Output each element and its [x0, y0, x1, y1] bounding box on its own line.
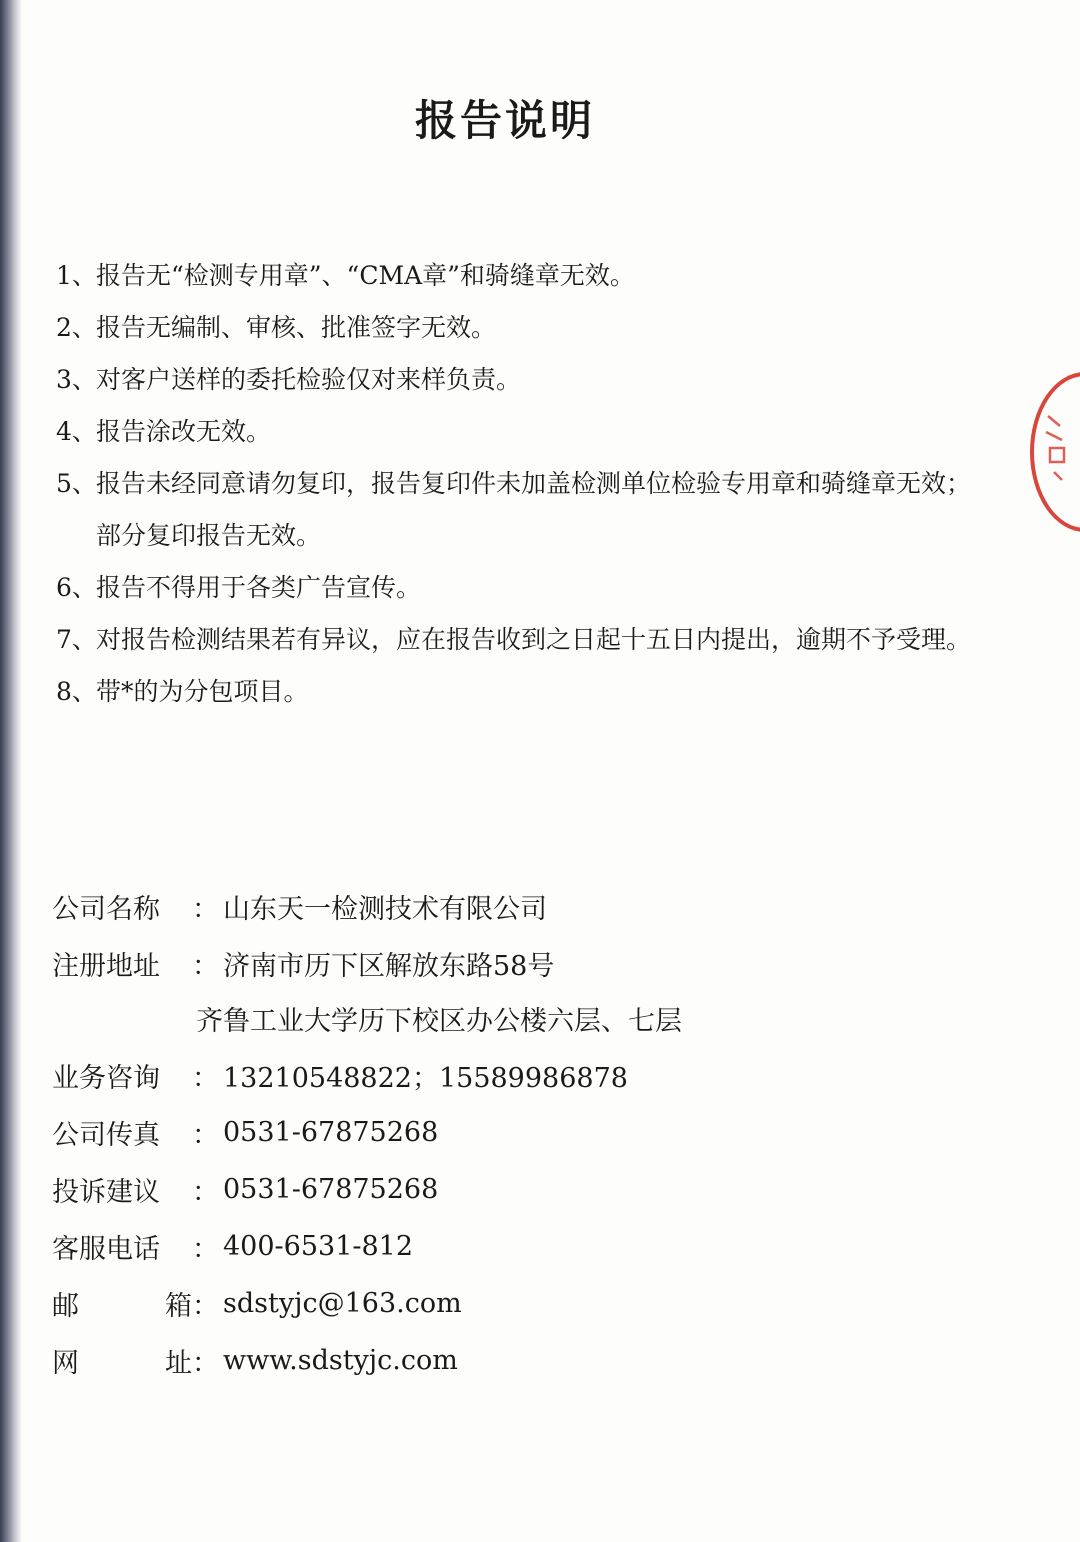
list-item [56, 354, 976, 406]
address-row [52, 935, 952, 992]
email-label-char-1: 邮 [52, 1291, 79, 1322]
item-number: 1、 [56, 261, 97, 290]
colon: ： [192, 1348, 219, 1379]
business-label: 业务咨询 [52, 1063, 160, 1094]
list-item [56, 562, 976, 614]
website-label-char-2: 址 [165, 1348, 192, 1379]
company-name-row [52, 878, 952, 935]
item-number: 8、 [56, 677, 97, 706]
item-number: 7、 [56, 625, 97, 654]
list-item [56, 302, 976, 354]
fax-value: 0531-67875268 [223, 1117, 439, 1148]
list-item [56, 614, 976, 666]
email-value: sdstyjc@163.com [223, 1288, 462, 1319]
item-text: 报告未经同意请勿复印，报告复印件未加盖检测单位检验专用章和骑缝章无效；部分复印报告无效。 [96, 469, 972, 550]
email-label-char-2: 箱 [165, 1291, 192, 1322]
item-text: 报告无“检测专用章”、“CMA章”和骑缝章无效。 [96, 261, 635, 290]
list-item [56, 250, 976, 302]
service-phone-value: 400-6531-812 [223, 1231, 414, 1262]
address-label: 注册地址 [52, 951, 160, 982]
business-phone-value: 13210548822；15589986878 [223, 1063, 628, 1094]
website-label [52, 1341, 192, 1380]
company-info [52, 878, 952, 1389]
complaint-label: 投诉建议 [52, 1177, 160, 1208]
seal-fragment-mark [1042, 410, 1072, 490]
notes-list [56, 250, 976, 718]
item-number: 3、 [56, 365, 97, 394]
item-number: 5、 [56, 469, 97, 498]
address-line2: 齐鲁工业大学历下校区办公楼六层、七层 [196, 1006, 682, 1037]
address-line1: 济南市历下区解放东路58号 [223, 951, 555, 982]
email-label [52, 1284, 192, 1323]
complaint-row [52, 1161, 952, 1218]
colon: ： [192, 894, 219, 925]
colon: ： [192, 1120, 219, 1151]
item-text: 对客户送样的委托检验仅对来样负责。 [96, 365, 522, 394]
seal-fragment-icon [1042, 410, 1072, 490]
item-number: 2、 [56, 313, 97, 342]
service-label: 客服电话 [52, 1234, 160, 1265]
complaint-value: 0531-67875268 [223, 1174, 439, 1205]
list-item [56, 666, 976, 718]
website-value: www.sdstyjc.com [223, 1345, 458, 1376]
document-title: 报告说明 [414, 96, 595, 145]
item-text: 对报告检测结果若有异议，应在报告收到之日起十五日内提出，逾期不予受理。 [96, 625, 972, 654]
company-name-label: 公司名称 [52, 894, 160, 925]
list-item [56, 458, 976, 562]
fax-label: 公司传真 [52, 1120, 160, 1151]
fax-row [52, 1104, 952, 1161]
email-row [52, 1275, 952, 1332]
page-edge-shadow [0, 0, 22, 1542]
item-number: 4、 [56, 417, 97, 446]
colon: ： [192, 1234, 219, 1265]
item-text: 报告涂改无效。 [96, 417, 272, 446]
item-text: 报告无编制、审核、批准签字无效。 [96, 313, 497, 342]
website-row [52, 1332, 952, 1389]
item-number: 6、 [56, 573, 97, 602]
item-text: 带*的为分包项目。 [96, 677, 309, 706]
colon: ： [192, 1063, 219, 1094]
list-item [56, 406, 976, 458]
address-row-continued [52, 990, 952, 1047]
colon: ： [192, 951, 219, 982]
item-text: 报告不得用于各类广告宣传。 [96, 573, 422, 602]
company-name-value: 山东天一检测技术有限公司 [223, 894, 547, 925]
website-label-char-1: 网 [52, 1348, 79, 1379]
colon: ： [192, 1177, 219, 1208]
service-row [52, 1218, 952, 1275]
colon: ： [192, 1291, 219, 1322]
business-row [52, 1047, 952, 1104]
